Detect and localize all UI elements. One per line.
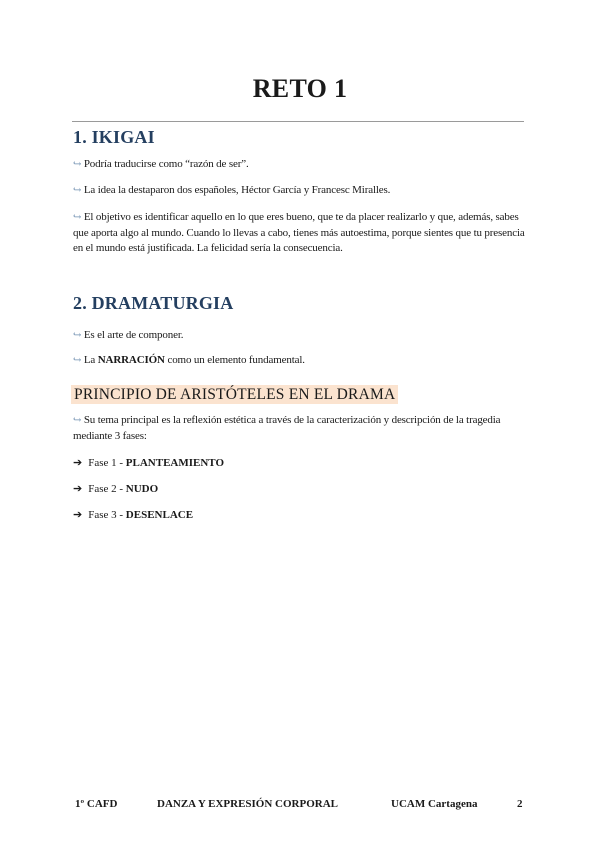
footer-course: 1º CAFD <box>75 798 118 810</box>
paragraph <box>73 157 525 173</box>
right-arrow-icon: ➔ <box>73 457 83 469</box>
footer-subject: DANZA Y EXPRESIÓN CORPORAL <box>157 798 339 810</box>
page-title: RETO 1 <box>252 74 348 103</box>
hook-arrow-icon: ↪ <box>73 212 82 223</box>
phase-name: PLANTEAMIENTO <box>125 457 224 469</box>
paragraph-text-suffix: como un elemento fundamental. <box>164 354 305 366</box>
paragraph-text: Podría traducirse como “razón de ser”. <box>83 158 249 170</box>
hook-arrow-icon: ↪ <box>73 355 82 366</box>
section-heading-dramaturgia: 2. DRAMATURGIA <box>73 293 234 313</box>
paragraph-text: La idea la destaparon dos españoles, Héctor García y Francesc Miralles. <box>83 184 391 196</box>
phase-item <box>73 508 193 523</box>
paragraph-text-prefix: La <box>83 354 98 366</box>
phase-name: DESENLACE <box>125 509 194 521</box>
paragraph <box>73 328 525 344</box>
phase-label: Fase 3 - <box>88 509 126 521</box>
paragraph-text: El objetivo es identificar aquello en lo que eres bueno, que te da placer realizarlo y que, además, sabes que aporta algo al mundo. Cuando lo llevas a cabo, tienes más autoestima, porque sientes que tu presencia en el mundo está justificada. La felicidad sería la consecuencia. <box>73 211 525 254</box>
phase-name: NUDO <box>125 483 159 495</box>
paragraph-bold-term: NARRACIÓN <box>97 354 165 366</box>
hook-arrow-icon: ↪ <box>73 185 82 196</box>
phase-label: Fase 1 - <box>88 457 126 469</box>
paragraph-text: Su tema principal es la reflexión estética a través de la caracterización y descripción de la tragedia mediante 3 fases: <box>73 414 501 442</box>
paragraph <box>73 353 525 369</box>
phase-item <box>73 456 224 471</box>
footer-page-number: 2 <box>517 798 523 810</box>
hook-arrow-icon: ↪ <box>73 415 82 426</box>
phase-label: Fase 2 - <box>88 483 126 495</box>
right-arrow-icon: ➔ <box>73 483 83 495</box>
section-heading-ikigai: 1. IKIGAI <box>73 127 155 147</box>
footer-institution: UCAM Cartagena <box>391 798 478 810</box>
phase-item <box>73 482 158 497</box>
hook-arrow-icon: ↪ <box>73 159 82 170</box>
paragraph <box>73 210 525 257</box>
paragraph <box>73 413 525 444</box>
hook-arrow-icon: ↪ <box>73 330 82 341</box>
subsection-heading: PRINCIPIO DE ARISTÓTELES EN EL DRAMA <box>71 385 398 404</box>
paragraph-text: Es el arte de componer. <box>83 329 184 341</box>
title-divider <box>72 121 524 122</box>
paragraph <box>73 183 525 199</box>
right-arrow-icon: ➔ <box>73 509 83 521</box>
